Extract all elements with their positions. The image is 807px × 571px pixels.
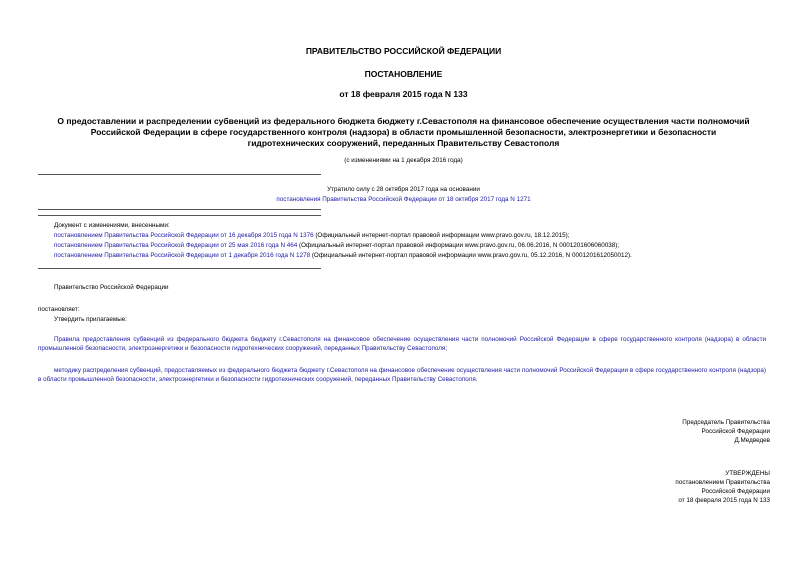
- signature-position-1: Председатель Правительства: [682, 419, 770, 426]
- title-line-2: Российской Федерации в сфере государственного контроля (надзора) в области промышленной безопасности, электроэнергетики и безопасности: [90, 127, 717, 137]
- list-item: [54, 231, 794, 240]
- rules-link[interactable]: Правила предоставления субвенций из федерального бюджета бюджету г.Севастополя на финансовое обеспечение осуществления части полномочий Российской Федерации в сфере государственного контроля (надзора) в области промышленной безопасности, электроэнергетики и безопасности гидротехнических сооружений, переданных Правительству Севастополя;: [38, 336, 766, 352]
- change-link-1[interactable]: постановлением Правительства Российской Федерации от 16 декабря 2015 года N 1376: [54, 232, 314, 239]
- document-date-number: от 18 февраля 2015 года N 133: [339, 89, 468, 99]
- change-link-2[interactable]: постановлением Правительства Российской Федерации от 25 мая 2016 года N 464: [54, 242, 298, 249]
- issuer: Правительство Российской Федерации: [54, 284, 169, 291]
- title-line-1: О предоставлении и распределении субвенций из федерального бюджета бюджету г.Севастополя на финансовое обеспечение осуществления части полномочий: [57, 116, 750, 126]
- list-item: [54, 251, 794, 260]
- signature-block: [560, 418, 770, 445]
- change-link-3[interactable]: постановлением Правительства Российской Федерации от 1 декабря 2016 года N 1278: [54, 252, 311, 259]
- divider: [38, 209, 321, 210]
- changes-heading: Документ с изменениями, внесенными:: [54, 222, 170, 229]
- method-paragraph: [38, 366, 766, 384]
- approved-heading: УТВЕРЖДЕНЫ: [725, 470, 770, 477]
- signature-position-2: Российской Федерации: [701, 428, 770, 435]
- list-item: [54, 241, 794, 250]
- expired-note: Утратило силу с 28 октября 2017 года на основании: [327, 186, 480, 193]
- approve-text: Утвердить прилагаемые:: [54, 316, 127, 323]
- signature-name: Д.Медведев: [734, 437, 770, 444]
- change-source-1: (Официальный интернет-портал правовой информации www.pravo.gov.ru, 18.12.2015);: [313, 232, 570, 239]
- approved-line-3: Российской Федерации: [701, 488, 770, 495]
- government-heading: ПРАВИТЕЛЬСТВО РОССИЙСКОЙ ФЕДЕРАЦИИ: [305, 46, 502, 56]
- decrees-word: постановляет:: [38, 306, 80, 313]
- document-title: [20, 116, 787, 149]
- method-link[interactable]: методику распределения субвенций, предоставляемых из федерального бюджета бюджету г.Севастополя на финансовое обеспечение осуществления части полномочий Российской Федерации в сфере государственного контроля (надзора) в области промышленной безопасности, электроэнергетики и безопасности гидротехнических сооружений, переданных Правительству Севастополя.: [38, 367, 766, 383]
- approved-line-4: от 18 февраля 2015 года N 133: [678, 497, 770, 504]
- divider: [38, 215, 321, 216]
- document-type-heading: ПОСТАНОВЛЕНИЕ: [364, 69, 443, 79]
- divider: [38, 268, 321, 269]
- approved-line-2: постановлением Правительства: [675, 479, 770, 486]
- divider: [38, 174, 321, 175]
- change-source-3: (Официальный интернет-портал правовой информации www.pravo.gov.ru, 05.12.2016, N 0001201612050012).: [310, 252, 632, 259]
- title-line-3: гидротехнических сооружений, переданных Правительству Севастополя: [247, 138, 560, 148]
- amendment-note: (с изменениями на 1 декабря 2016 года): [344, 157, 463, 164]
- approval-stamp: [560, 469, 770, 505]
- change-source-2: (Официальный интернет-портал правовой информации www.pravo.gov.ru, 06.06.2016, N 0001201606060038);: [297, 242, 620, 249]
- expired-decree-link[interactable]: постановления Правительства Российской Федерации от 18 октября 2017 года N 1271: [276, 196, 531, 203]
- rules-paragraph: [38, 335, 766, 353]
- changes-block: [54, 221, 794, 260]
